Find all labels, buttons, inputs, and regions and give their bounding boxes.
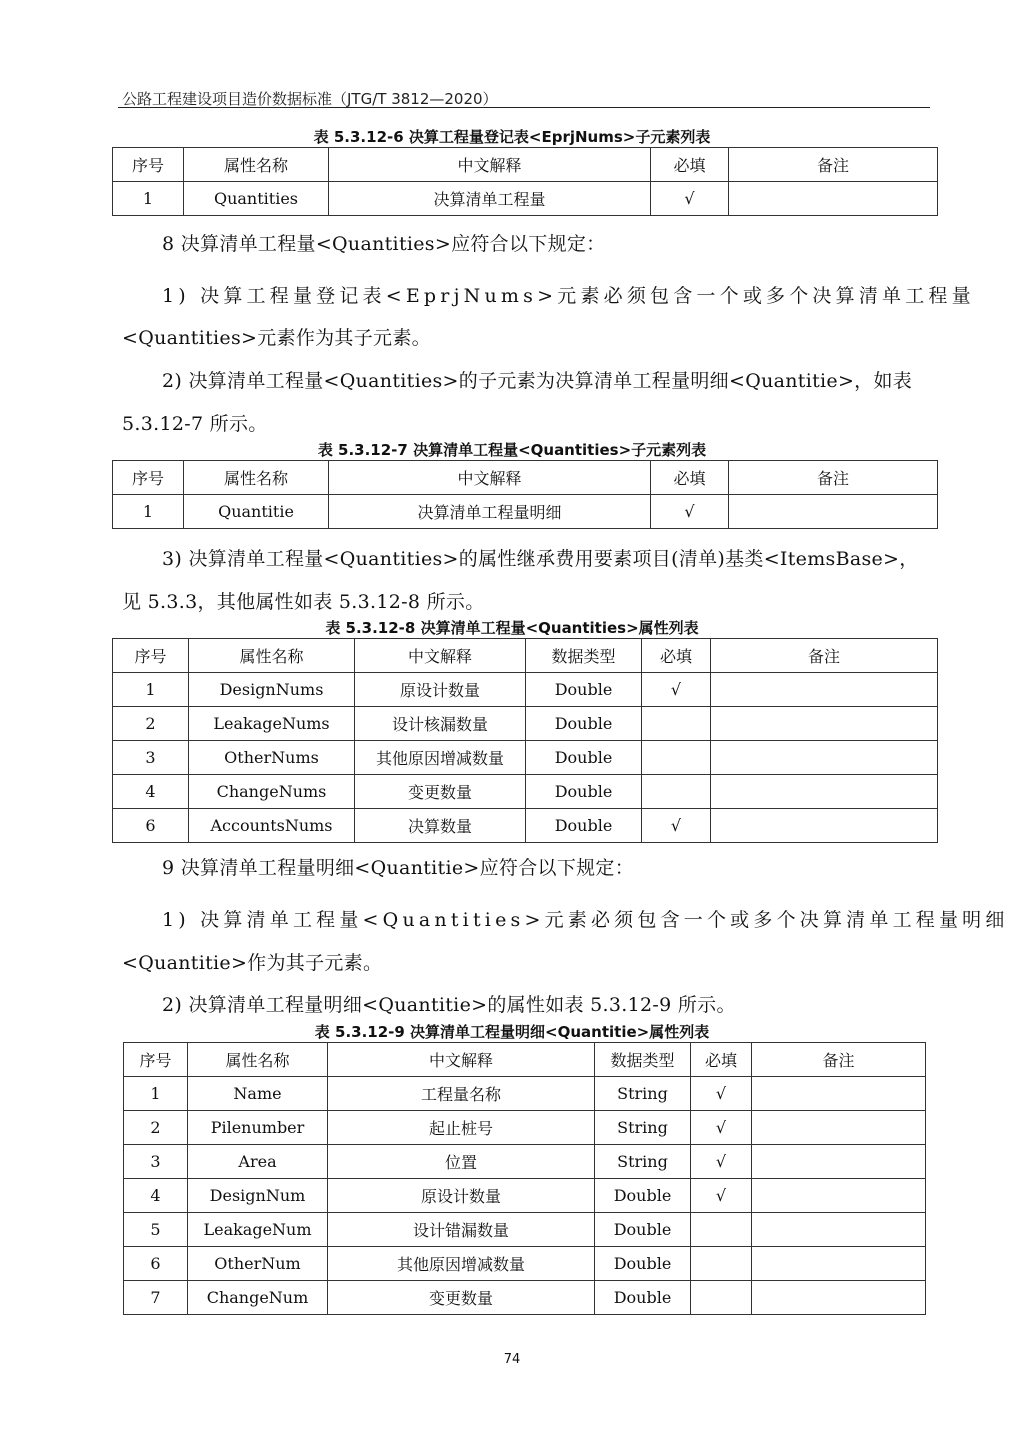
- header-cell: 备注: [729, 461, 938, 495]
- table-row: [124, 1281, 926, 1315]
- table-cell: 变更数量: [355, 775, 526, 809]
- page-number: 74: [503, 1352, 521, 1367]
- table-cell: Double: [595, 1281, 691, 1315]
- table-caption: 表 5.3.12-7 决算清单工程量<Quantities>子元素列表: [317, 441, 707, 459]
- table-caption: 表 5.3.12-6 决算工程量登记表<EprjNums>子元素列表: [313, 128, 711, 146]
- table-cell: 位置: [328, 1145, 595, 1179]
- header-rule: [118, 107, 930, 108]
- table-cell: Double: [595, 1213, 691, 1247]
- table-cell: Name: [188, 1077, 328, 1111]
- table-cell: 决算清单工程量: [329, 182, 651, 216]
- table-row: [113, 495, 938, 529]
- paragraph-8-1: 1) 决算工程量登记表<EprjNums>元素必须包含一个或多个决算清单工程量: [162, 285, 975, 307]
- table-cell: [711, 673, 938, 707]
- paragraph-9-1: 1) 决算清单工程量<Quantities>元素必须包含一个或多个决算清单工程量明细: [162, 909, 1009, 931]
- table-cell: 1: [113, 673, 189, 707]
- table-cell: Double: [526, 707, 642, 741]
- header-cell: 中文解释: [355, 639, 526, 673]
- paragraph-8-3-cont: 见 5.3.3，其他属性如表 5.3.12-8 所示。: [122, 591, 485, 613]
- header-cell: 备注: [752, 1043, 926, 1077]
- table-cell: 原设计数量: [355, 673, 526, 707]
- table-cell: OtherNums: [189, 741, 355, 775]
- header-cell: 必填: [651, 148, 729, 182]
- table-cell: 决算清单工程量明细: [329, 495, 651, 529]
- table-cell: LeakageNum: [188, 1213, 328, 1247]
- paragraph-9-2: 2) 决算清单工程量明细<Quantitie>的属性如表 5.3.12-9 所示。: [162, 994, 736, 1016]
- table-row: [124, 1179, 926, 1213]
- table-cell: Double: [526, 741, 642, 775]
- header-cell: 必填: [691, 1043, 752, 1077]
- paragraph-8: 8 决算清单工程量<Quantities>应符合以下规定：: [162, 233, 606, 255]
- table-row: [113, 182, 938, 216]
- header-cell: 必填: [651, 461, 729, 495]
- table-cell: [729, 495, 938, 529]
- header-cell: 数据类型: [526, 639, 642, 673]
- header-cell: 备注: [711, 639, 938, 673]
- table-cell: [691, 1281, 752, 1315]
- header-cell: 序号: [113, 461, 184, 495]
- table-cell: OtherNum: [188, 1247, 328, 1281]
- table-cell: 7: [124, 1281, 188, 1315]
- table-row: [124, 1145, 926, 1179]
- table-cell: 变更数量: [328, 1281, 595, 1315]
- table-cell: ChangeNums: [189, 775, 355, 809]
- table-cell: 5: [124, 1213, 188, 1247]
- table-row: [124, 1111, 926, 1145]
- table-header-row: [113, 461, 938, 495]
- header-cell: 备注: [729, 148, 938, 182]
- table-cell: [752, 1247, 926, 1281]
- paragraph-8-2-cont: 5.3.12-7 所示。: [122, 413, 268, 435]
- table-cell: 原设计数量: [328, 1179, 595, 1213]
- table-row: [113, 741, 938, 775]
- header-cell: 属性名称: [184, 148, 329, 182]
- paragraph-8-1-cont: <Quantities>元素作为其子元素。: [122, 327, 431, 349]
- table-cell: 6: [124, 1247, 188, 1281]
- header-cell: 属性名称: [184, 461, 329, 495]
- table-cell: 2: [113, 707, 189, 741]
- table-row: [124, 1077, 926, 1111]
- table-cell: [752, 1077, 926, 1111]
- table-cell: [752, 1213, 926, 1247]
- table-cell: Double: [526, 809, 642, 843]
- table-cell: [642, 707, 711, 741]
- table-cell: Quantities: [184, 182, 329, 216]
- table-cell: ChangeNum: [188, 1281, 328, 1315]
- table-cell: [752, 1179, 926, 1213]
- table-cell: [711, 707, 938, 741]
- header-cell: 属性名称: [189, 639, 355, 673]
- table-cell: Quantitie: [184, 495, 329, 529]
- header-cell: 数据类型: [595, 1043, 691, 1077]
- table-cell: 其他原因增减数量: [355, 741, 526, 775]
- table-5-3-12-6: [112, 147, 938, 216]
- table-cell: √: [642, 809, 711, 843]
- table-row: [124, 1247, 926, 1281]
- table-cell: √: [651, 182, 729, 216]
- table-cell: [711, 775, 938, 809]
- table-cell: [691, 1247, 752, 1281]
- table-cell: Double: [595, 1179, 691, 1213]
- table-cell: [729, 182, 938, 216]
- table-cell: [752, 1111, 926, 1145]
- table-cell: 设计错漏数量: [328, 1213, 595, 1247]
- table-cell: [642, 775, 711, 809]
- paragraph-9: 9 决算清单工程量明细<Quantitie>应符合以下规定：: [162, 857, 635, 879]
- table-5-3-12-7: [112, 460, 938, 529]
- table-row: [113, 809, 938, 843]
- table-cell: √: [691, 1179, 752, 1213]
- table-cell: Double: [595, 1247, 691, 1281]
- table-cell: AccountsNums: [189, 809, 355, 843]
- table-cell: √: [691, 1111, 752, 1145]
- header-cell: 必填: [642, 639, 711, 673]
- table-cell: Double: [526, 775, 642, 809]
- header-cell: 属性名称: [188, 1043, 328, 1077]
- table-cell: 6: [113, 809, 189, 843]
- table-cell: 4: [113, 775, 189, 809]
- table-cell: DesignNums: [189, 673, 355, 707]
- table-cell: 起止桩号: [328, 1111, 595, 1145]
- table-cell: String: [595, 1111, 691, 1145]
- table-cell: 4: [124, 1179, 188, 1213]
- header-cell: 中文解释: [328, 1043, 595, 1077]
- header-cell: 序号: [113, 148, 184, 182]
- table-cell: 其他原因增减数量: [328, 1247, 595, 1281]
- table-row: [124, 1213, 926, 1247]
- table-cell: 决算数量: [355, 809, 526, 843]
- table-cell: 2: [124, 1111, 188, 1145]
- table-cell: Area: [188, 1145, 328, 1179]
- table-5-3-12-9: [123, 1042, 926, 1315]
- paragraph-8-2: 2) 决算清单工程量<Quantities>的子元素为决算清单工程量明细<Quantitie>，如表: [162, 370, 913, 392]
- table-cell: [752, 1281, 926, 1315]
- table-header-row: [113, 148, 938, 182]
- paragraph-9-1-cont: <Quantitie>作为其子元素。: [122, 952, 383, 974]
- table-row: [113, 707, 938, 741]
- table-cell: 1: [113, 495, 184, 529]
- table-cell: 3: [113, 741, 189, 775]
- table-cell: 工程量名称: [328, 1077, 595, 1111]
- table-cell: String: [595, 1077, 691, 1111]
- table-cell: LeakageNums: [189, 707, 355, 741]
- table-row: [113, 673, 938, 707]
- table-cell: 1: [113, 182, 184, 216]
- table-cell: [691, 1213, 752, 1247]
- table-cell: [642, 741, 711, 775]
- table-cell: [752, 1145, 926, 1179]
- table-cell: [711, 809, 938, 843]
- table-caption: 表 5.3.12-9 决算清单工程量明细<Quantitie>属性列表: [314, 1023, 710, 1041]
- table-5-3-12-8: [112, 638, 938, 843]
- table-cell: √: [651, 495, 729, 529]
- table-cell: [711, 741, 938, 775]
- table-cell: 1: [124, 1077, 188, 1111]
- table-cell: Pilenumber: [188, 1111, 328, 1145]
- running-header: 公路工程建设项目造价数据标准（JTG/T 3812—2020）: [122, 90, 498, 108]
- table-cell: 设计核漏数量: [355, 707, 526, 741]
- table-header-row: [113, 639, 938, 673]
- paragraph-8-3: 3) 决算清单工程量<Quantities>的属性继承费用要素项目(清单)基类<ItemsBase>，: [162, 548, 919, 570]
- header-cell: 中文解释: [329, 461, 651, 495]
- table-cell: √: [691, 1077, 752, 1111]
- table-cell: DesignNum: [188, 1179, 328, 1213]
- table-caption: 表 5.3.12-8 决算清单工程量<Quantities>属性列表: [325, 619, 699, 637]
- table-cell: Double: [526, 673, 642, 707]
- table-cell: 3: [124, 1145, 188, 1179]
- table-header-row: [124, 1043, 926, 1077]
- header-cell: 中文解释: [329, 148, 651, 182]
- header-cell: 序号: [113, 639, 189, 673]
- table-cell: √: [691, 1145, 752, 1179]
- table-cell: √: [642, 673, 711, 707]
- table-row: [113, 775, 938, 809]
- header-cell: 序号: [124, 1043, 188, 1077]
- table-cell: String: [595, 1145, 691, 1179]
